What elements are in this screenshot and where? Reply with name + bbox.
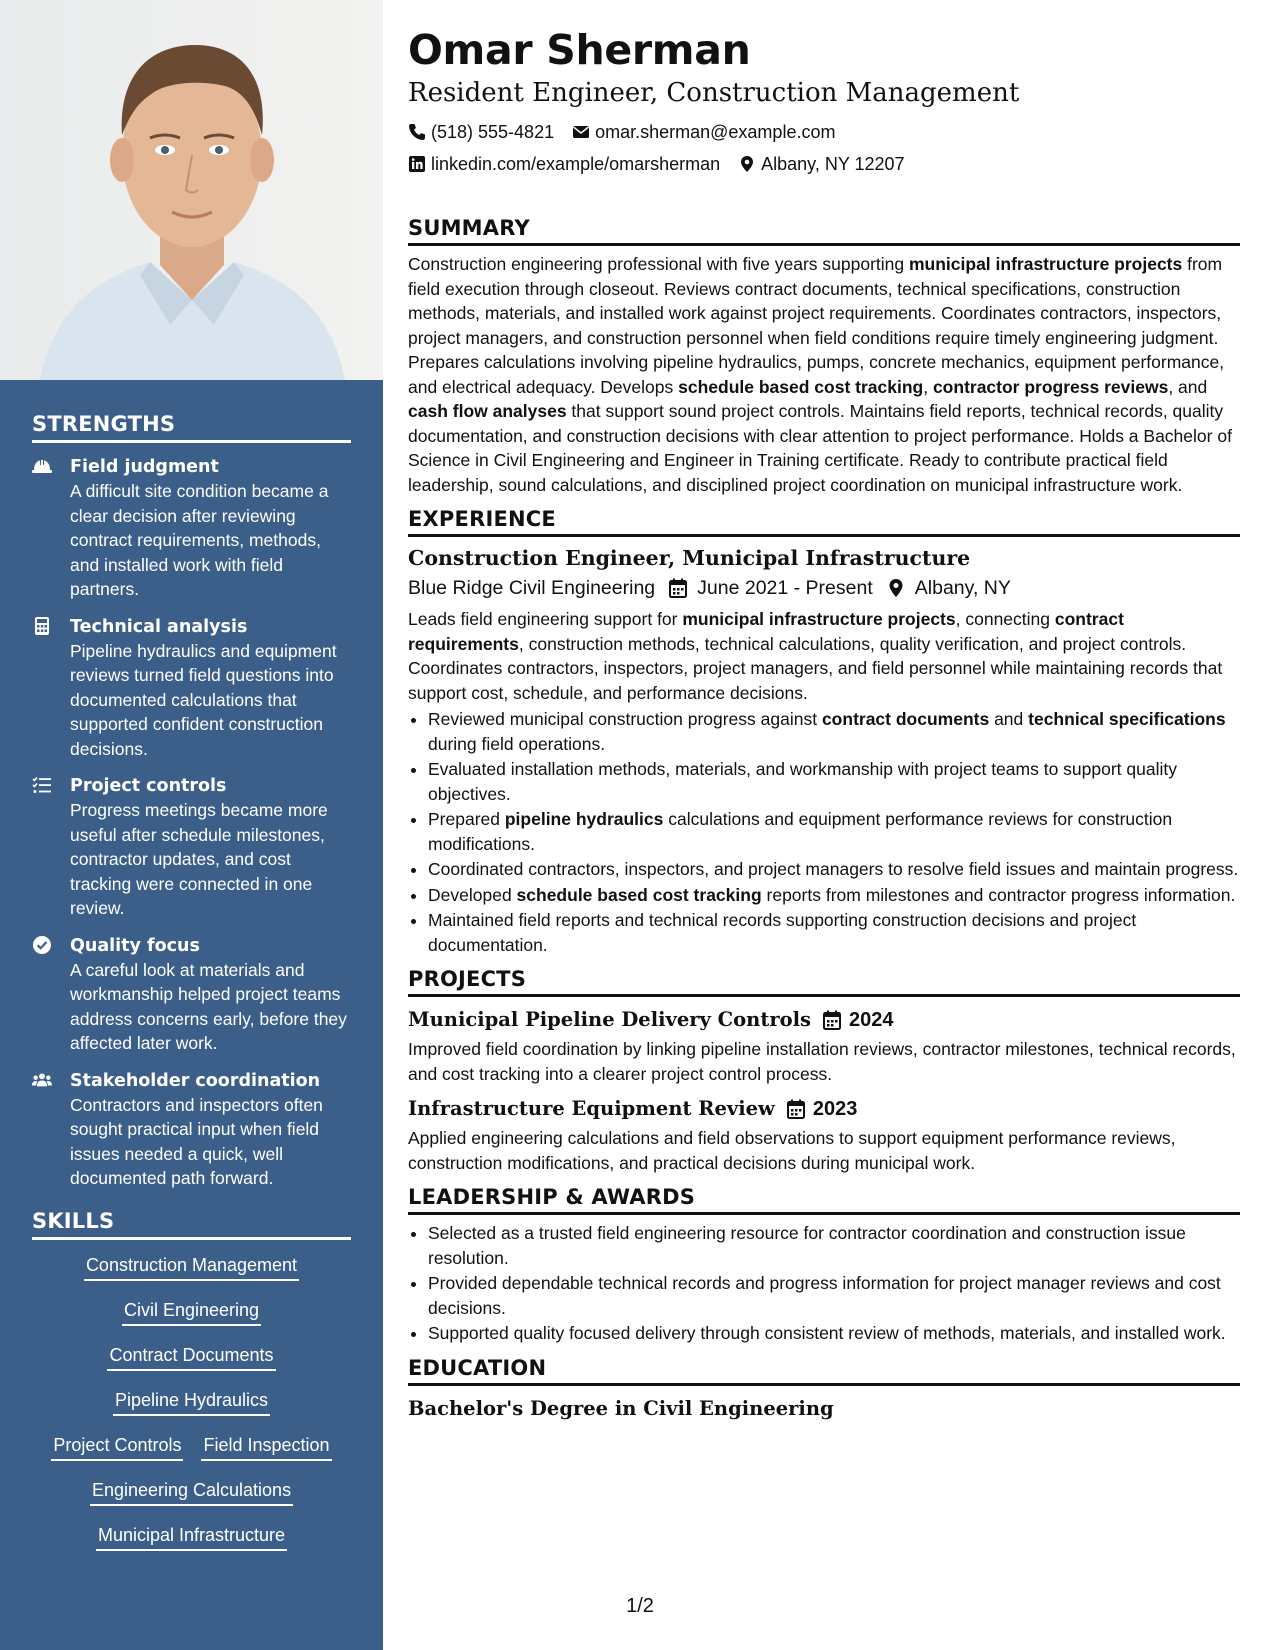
project-text: Applied engineering calculations and field observations to support equipment performance reviews, construction modifications, and practical decisions during municipal work. xyxy=(408,1128,1176,1173)
location-pin-icon xyxy=(887,578,905,598)
project-text: Improved field coordination by linking pipeline installation reviews, contractor milestones, technical records, and cost tracking into a clearer project control process. xyxy=(408,1039,1236,1084)
experience-section xyxy=(408,507,1240,957)
strength-text: A difficult site condition became a clear decision after reviewing contract requirements, methods, and installed work with field partners. xyxy=(70,481,329,599)
location-text: Albany, NY 12207 xyxy=(761,154,905,174)
list-item: • Maintained field reports and technical records supporting construction decisions and project documentation. xyxy=(428,908,1240,957)
section-heading: EDUCATION xyxy=(408,1356,1240,1386)
strength-text: A careful look at materials and workmanship helped project teams address concerns early, before they affected later work. xyxy=(70,959,347,1053)
linkedin-icon xyxy=(408,155,426,173)
section-heading: PROJECTS xyxy=(408,967,1240,997)
job-title: Construction Engineer, Municipal Infrastructure xyxy=(408,546,971,570)
envelope-icon xyxy=(572,123,590,141)
job-dates: June 2021 - Present xyxy=(697,577,873,599)
leadership-section xyxy=(408,1185,1240,1346)
list-item: • Developed schedule based cost tracking reports from milestones and contractor progress information. xyxy=(428,883,1240,908)
section-heading: EXPERIENCE xyxy=(408,507,1240,537)
linkedin-link[interactable]: linkedin.com/example/omarsherman xyxy=(431,154,721,174)
strength-title: Field judgment xyxy=(70,457,219,477)
hard-hat-icon xyxy=(32,455,70,602)
strength-title: Technical analysis xyxy=(70,616,248,637)
company-name: Blue Ridge Civil Engineering xyxy=(408,577,656,599)
main-content xyxy=(408,24,1240,1424)
strength-item xyxy=(32,934,351,1056)
education-section xyxy=(408,1356,1240,1424)
strength-title: Stakeholder coordination xyxy=(70,1070,321,1091)
leadership-list xyxy=(408,1221,1240,1346)
summary-section xyxy=(408,216,1240,497)
email-link[interactable]: omar.sherman@example.com xyxy=(595,122,836,142)
contact-line xyxy=(408,148,1240,180)
skill-tag: Engineering Calculations xyxy=(90,1477,293,1506)
job-location: Albany, NY xyxy=(914,577,1011,599)
list-item: • Evaluated installation methods, materials, and workmanship with project teams to support quality objectives. xyxy=(428,757,1240,806)
list-item: • Supported quality focused delivery through consistent review of methods, materials, and installed work. xyxy=(428,1321,1240,1346)
location-pin-icon xyxy=(738,155,756,173)
calendar-icon xyxy=(669,578,687,598)
profile-photo xyxy=(0,0,383,380)
strength-title: Quality focus xyxy=(70,935,200,956)
skill-tag: Civil Engineering xyxy=(122,1297,261,1326)
strength-item xyxy=(32,455,351,602)
check-circle-icon xyxy=(32,934,70,1056)
people-group-icon xyxy=(32,1069,70,1191)
candidate-title: Resident Engineer, Construction Management xyxy=(408,78,1020,108)
project-year: 2024 xyxy=(849,1009,894,1031)
strength-item xyxy=(32,615,351,762)
section-heading: LEADERSHIP & AWARDS xyxy=(408,1185,1240,1215)
strength-text: Pipeline hydraulics and equipment reviews turned field questions into documented calculations that supported confident construction decisions. xyxy=(70,640,337,759)
calendar-icon xyxy=(823,1010,841,1030)
list-item: • Provided dependable technical records and progress information for project manager reviews and cost decisions. xyxy=(428,1271,1240,1320)
summary-text: Construction engineering professional with five years supporting municipal infrastructure projects from field execution through closeout. Reviews contract documents, technical specifications, construction methods, materials, and installed work against project requirements. Coordinates contractors, inspectors, project managers, and construction personnel when field conditions require timely engineering judgment. Prepares calculations involving pipeline hydraulics, pumps, concrete mechanics, equipment performance, and electrical adequacy. Develops schedule based cost tracking, contractor progress reviews, and cash flow analyses that support sound project controls. Maintains field reports, technical records, quality documentation, and construction decisions with clear attention to project performance. Holds a Bachelor of Science in Civil Engineering and Engineer in Training certificate. Ready to contribute practical field leadership, sound calculations, and disciplined project coordination on municipal infrastructure work. xyxy=(408,254,1232,495)
project-title: Municipal Pipeline Delivery Controls 2024 xyxy=(408,1005,1240,1035)
skill-tag: Construction Management xyxy=(84,1252,299,1281)
skill-tag: Municipal Infrastructure xyxy=(96,1522,287,1551)
candidate-name: Omar Sherman xyxy=(408,26,751,74)
skill-tag: Field Inspection xyxy=(201,1432,331,1461)
skills-list xyxy=(32,1252,351,1567)
projects-section xyxy=(408,967,1240,1175)
list-check-icon xyxy=(32,774,70,921)
strength-item xyxy=(32,774,351,921)
education-degree: Bachelor's Degree in Civil Engineering xyxy=(408,1396,834,1420)
skills-heading: SKILLS xyxy=(32,1209,351,1240)
skill-tag: Pipeline Hydraulics xyxy=(113,1387,270,1416)
strength-item xyxy=(32,1069,351,1191)
skill-tag: Project Controls xyxy=(51,1432,183,1461)
phone-link[interactable]: (518) 555-4821 xyxy=(431,122,555,142)
calculator-icon xyxy=(32,615,70,762)
sidebar xyxy=(0,0,383,1650)
job-intro: Leads field engineering support for municipal infrastructure projects, connecting contract requirements, construction methods, technical calculations, quality verification, and project controls. Coordinates contractors, inspectors, project managers, and field personnel while maintaining records that support cost, schedule, and performance decisions. xyxy=(408,609,1223,703)
strength-text: Contractors and inspectors often sought practical input when field issues needed a quick, well documented path forward. xyxy=(70,1094,323,1188)
section-heading: SUMMARY xyxy=(408,216,1240,246)
strength-title: Project controls xyxy=(70,776,227,796)
calendar-icon xyxy=(787,1099,805,1119)
phone-icon xyxy=(408,123,426,141)
project-title: Infrastructure Equipment Review 2023 xyxy=(408,1094,1240,1124)
job-bullets xyxy=(408,707,1240,957)
skill-tag: Contract Documents xyxy=(107,1342,275,1371)
job-meta xyxy=(408,573,1240,603)
strength-text: Progress meetings became more useful after schedule milestones, contractor updates, and cost tracking were connected in one review. xyxy=(70,800,328,918)
list-item: • Reviewed municipal construction progress against contract documents and technical specifications during field operations. xyxy=(428,707,1240,756)
strengths-heading: STRENGTHS xyxy=(32,412,351,443)
list-item: • Prepared pipeline hydraulics calculations and equipment performance reviews for construction modifications. xyxy=(428,807,1240,856)
contact-line xyxy=(408,116,1240,148)
page-number: 1/2 xyxy=(626,1595,654,1617)
list-item: • Selected as a trusted field engineering resource for contractor coordination and construction issue resolution. xyxy=(428,1221,1240,1270)
list-item: • Coordinated contractors, inspectors, and project managers to resolve field issues and maintain progress. xyxy=(428,857,1240,882)
project-year: 2023 xyxy=(812,1098,858,1120)
